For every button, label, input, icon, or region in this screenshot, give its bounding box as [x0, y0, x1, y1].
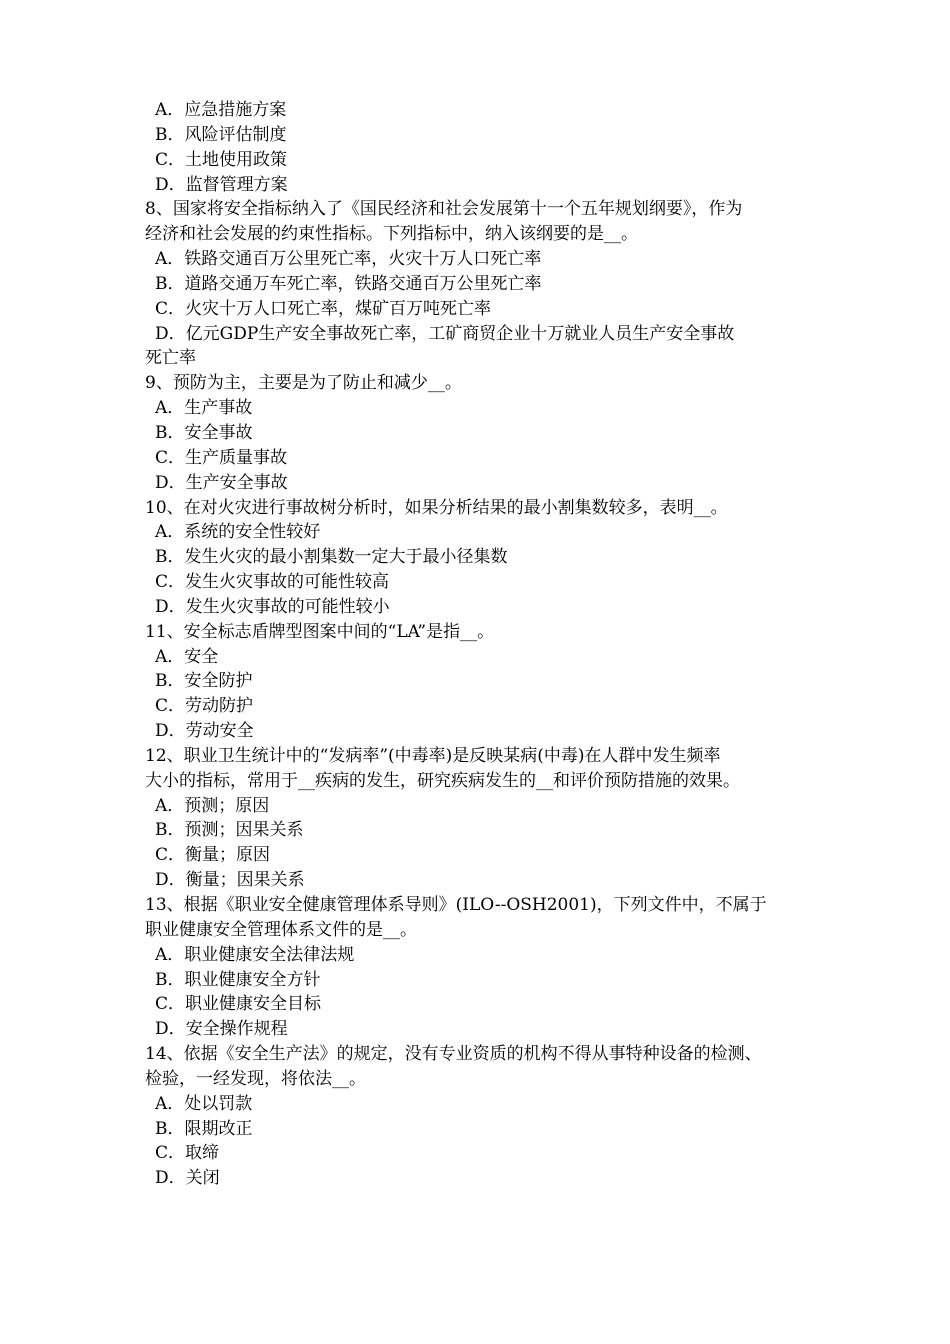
option-line: A．职业健康安全法律法规 [155, 944, 355, 965]
question-line: 11、安全标志盾牌型图案中间的“LA”是指__。 [145, 621, 495, 642]
option-line: A．预测；原因 [155, 795, 270, 816]
option-line: D．监督管理方案 [155, 174, 288, 195]
question-line: 大小的指标，常用于__疾病的发生，研究疾病发生的__和评价预防措施的效果。 [145, 770, 740, 791]
option-line: B．安全防护 [155, 671, 253, 692]
option-line: A．应急措施方案 [155, 100, 287, 120]
option-line: D．亿元GDP生产安全事故死亡率，工矿商贸企业十万就业人员生产安全事故 [155, 323, 735, 344]
option-line: D．生产安全事故 [155, 472, 288, 493]
option-line: D．发生火灾事故的可能性较小 [155, 596, 390, 617]
question-line: 12、职业卫生统计中的“发病率”(中毒率)是反映某病(中毒)在人群中发生频率 [145, 745, 721, 766]
option-line: A．系统的安全性较好 [155, 522, 321, 543]
option-line: C．衡量；原因 [155, 845, 271, 866]
document-body [145, 98, 810, 1191]
option-line: C．职业健康安全目标 [155, 994, 322, 1015]
option-line: D．安全操作规程 [155, 1019, 288, 1040]
option-line: B．风险评估制度 [155, 124, 287, 145]
option-line: A．铁路交通百万公里死亡率，火灾十万人口死亡率 [155, 249, 542, 270]
option-line: B．限期改正 [155, 1118, 253, 1139]
option-line: C．取缔 [155, 1143, 220, 1164]
question-line: 职业健康安全管理体系文件的是__。 [145, 919, 417, 940]
question-line: 经济和社会发展的约束性指标。下列指标中，纳入该纲要的是__。 [145, 224, 638, 245]
question-line: 检验，一经发现，将依法__。 [145, 1068, 366, 1089]
question-line: 8、国家将安全指标纳入了《国民经济和社会发展第十一个五年规划纲要》，作为 [145, 199, 743, 220]
option-line: C．发生火灾事故的可能性较高 [155, 572, 390, 593]
option-line: B．发生火灾的最小割集数一定大于最小径集数 [155, 547, 508, 568]
option-line: D．关闭 [155, 1168, 220, 1189]
option-line: B．道路交通万车死亡率，铁路交通百万公里死亡率 [155, 273, 542, 294]
question-line: 13、根据《职业安全健康管理体系导则》(ILO--OSH2001)，下列文件中，不属于 [145, 895, 767, 915]
option-line: C．土地使用政策 [155, 149, 288, 170]
option-line: C．生产质量事故 [155, 447, 288, 468]
option-line: D．衡量；因果关系 [155, 870, 305, 891]
question-line: 死亡率 [145, 348, 196, 369]
question-line: 10、在对火灾进行事故树分析时，如果分析结果的最小割集数较多，表明__。 [145, 497, 728, 518]
question-line: 9、预防为主，主要是为了防止和减少__。 [145, 373, 462, 394]
option-line: B．职业健康安全方针 [155, 969, 321, 990]
option-line: B．预测；因果关系 [155, 820, 304, 841]
option-line: A．处以罚款 [155, 1093, 253, 1114]
option-line: B．安全事故 [155, 422, 253, 443]
question-line: 14、依据《安全生产法》的规定，没有专业资质的机构不得从事特种设备的检测、 [145, 1044, 762, 1065]
option-line: C．劳动防护 [155, 696, 254, 717]
option-line: D．劳动安全 [155, 721, 254, 742]
option-line: A．安全 [155, 646, 219, 667]
option-line: A．生产事故 [155, 398, 253, 419]
option-line: C．火灾十万人口死亡率，煤矿百万吨死亡率 [155, 298, 492, 319]
